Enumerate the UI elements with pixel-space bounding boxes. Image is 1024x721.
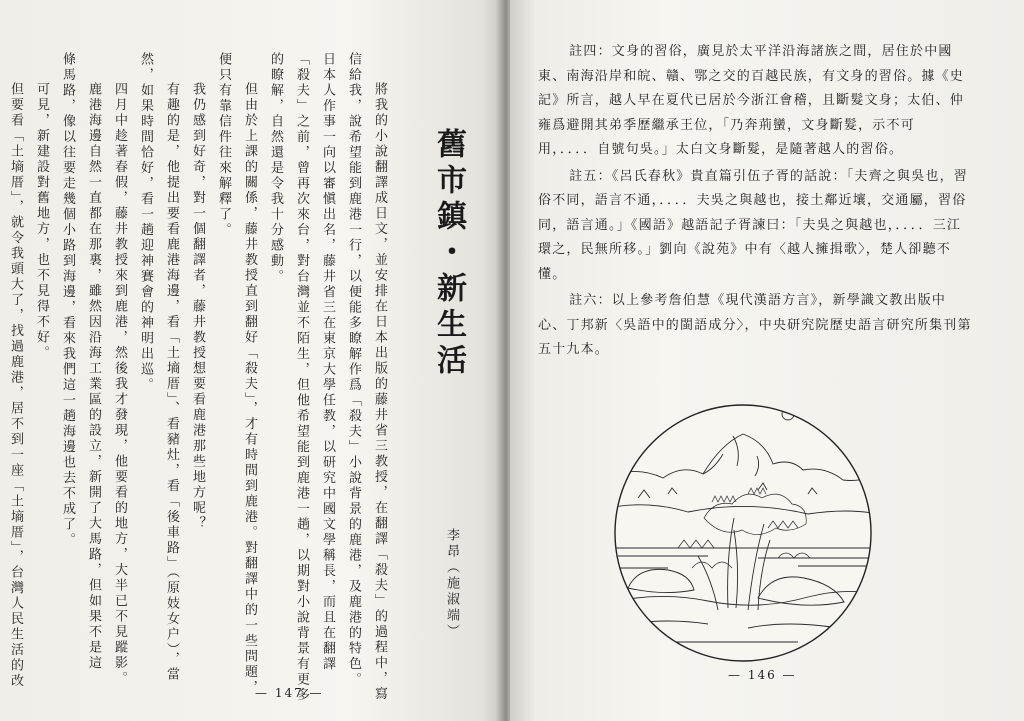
text-column-7: 便只有靠信件往來解釋了。 bbox=[216, 52, 231, 238]
text-column-6: 但由於上課的關係，藤井教授直到翻好「殺夫」，才有時間到鹿港。對翻譯中的一些問題， bbox=[242, 82, 257, 696]
text-column-12: 鹿港海邊自然一直都在那裏，雖然因沿海工業區的設立，新開了大馬路，但如果不是這 bbox=[86, 82, 101, 671]
footnotes bbox=[538, 40, 974, 365]
text-column-16 bbox=[0, 52, 2, 557]
text-column-9: 有趣的是，他提出要看鹿港海邊，看「土墒厝」、看豬灶，看「後車路」（原妓女户），當 bbox=[164, 82, 179, 683]
text-column-2: 信給我，說希望能到鹿港一行，以便能多瞭解作爲「殺夫」小說背景的鹿港，及鹿港的特色。 bbox=[346, 52, 361, 688]
text-column-14: 可見，新建設對舊地方，也不見得不好。 bbox=[34, 82, 49, 361]
page-number-left: — 147 — bbox=[255, 686, 324, 700]
text-column-8: 我仍感到好奇，對一個翻譯者，藤井教授想要看鹿港那些地方呢？ bbox=[190, 82, 205, 532]
footnote-5: 註五：《呂氏春秋》貴直篇引伍子胥的話說：「夫齊之與吳也，習俗不同，語言不通，．．．．夫吳之與越也，接土鄰近壤，交通屬，習俗同，語言通。」《國語》越語記子胥諫曰：「夫吳之與越也，．．．．三江環之，民無所移。」劉向《說苑》中有〈越人擁揖歌〉，楚人卻聽不懂。 bbox=[538, 168, 968, 282]
text-column-1: 將我的小說翻譯成日文，並安排在日本出版的藤井省三教授，在翻譯「殺夫」的過程中，寫 bbox=[372, 82, 387, 702]
illustration-frame bbox=[615, 405, 871, 661]
footnote-4: 註四：文身的習俗，廣見於太平洋沿海諸族之間，居住於中國東、南海沿岸和皖、贛、鄂之交的百越民族，有文身的習俗。據《史記》所言，越人早在夏代已居於今浙江會稽，且斷髮文身；太伯、仲雍爲避開其弟季歷繼承王位，「乃奔荊蠻，文身斷髮，示不可用，．．．．自號句吳。」太白文身斷髮，是隨著越人的習俗。 bbox=[538, 44, 965, 157]
text-column-5: 的瞭解，自然還是令我十分感動。 bbox=[268, 52, 283, 285]
text-column-15: 但要看「土墒厝」，就令我頭大了，找過鹿港，居不到一座「土墒厝」，台灣人民生活的改 bbox=[8, 82, 23, 689]
text-column-11: 四月中趁著春假，藤井教授來到鹿港，然後我才發現，他要看的地方，大半已不見蹤影。 bbox=[112, 82, 127, 687]
landscape-illustration bbox=[608, 398, 878, 668]
crescent-moon-icon bbox=[648, 418, 654, 434]
text-column-3: 日本人作事一向以審愼出名，藤井省三在東京大學任教，以研究中國文學稱長，而且在翻譯 bbox=[320, 52, 335, 672]
text-column-4: 「殺夫」之前，曾再次來台，對台灣並不陌生，但他希望能到鹿港一趟，以期對小說背景有更多 bbox=[294, 52, 309, 703]
left-page bbox=[0, 0, 502, 721]
text-column-10: 然，如果時間恰好，看一趟迎神賽會的神明出巡。 bbox=[138, 52, 153, 393]
footnote-6: 註六：以上參考詹伯慧《現代漢語方言》，新學識文教出版中心、丁邦新〈吳語中的閩語成分〉，中央研究院歷史語言研究所集刊第五十九本。 bbox=[538, 293, 972, 357]
page-number-right: — 146 — bbox=[728, 668, 797, 682]
page-title: 舊市鎮・新生活 bbox=[431, 128, 466, 380]
text-column-13: 條馬路，像以往要走幾個小路到海邊，看來我們這一趟海邊也去不成了。 bbox=[60, 52, 75, 548]
author-name: 李昂（施淑端） bbox=[444, 528, 459, 640]
